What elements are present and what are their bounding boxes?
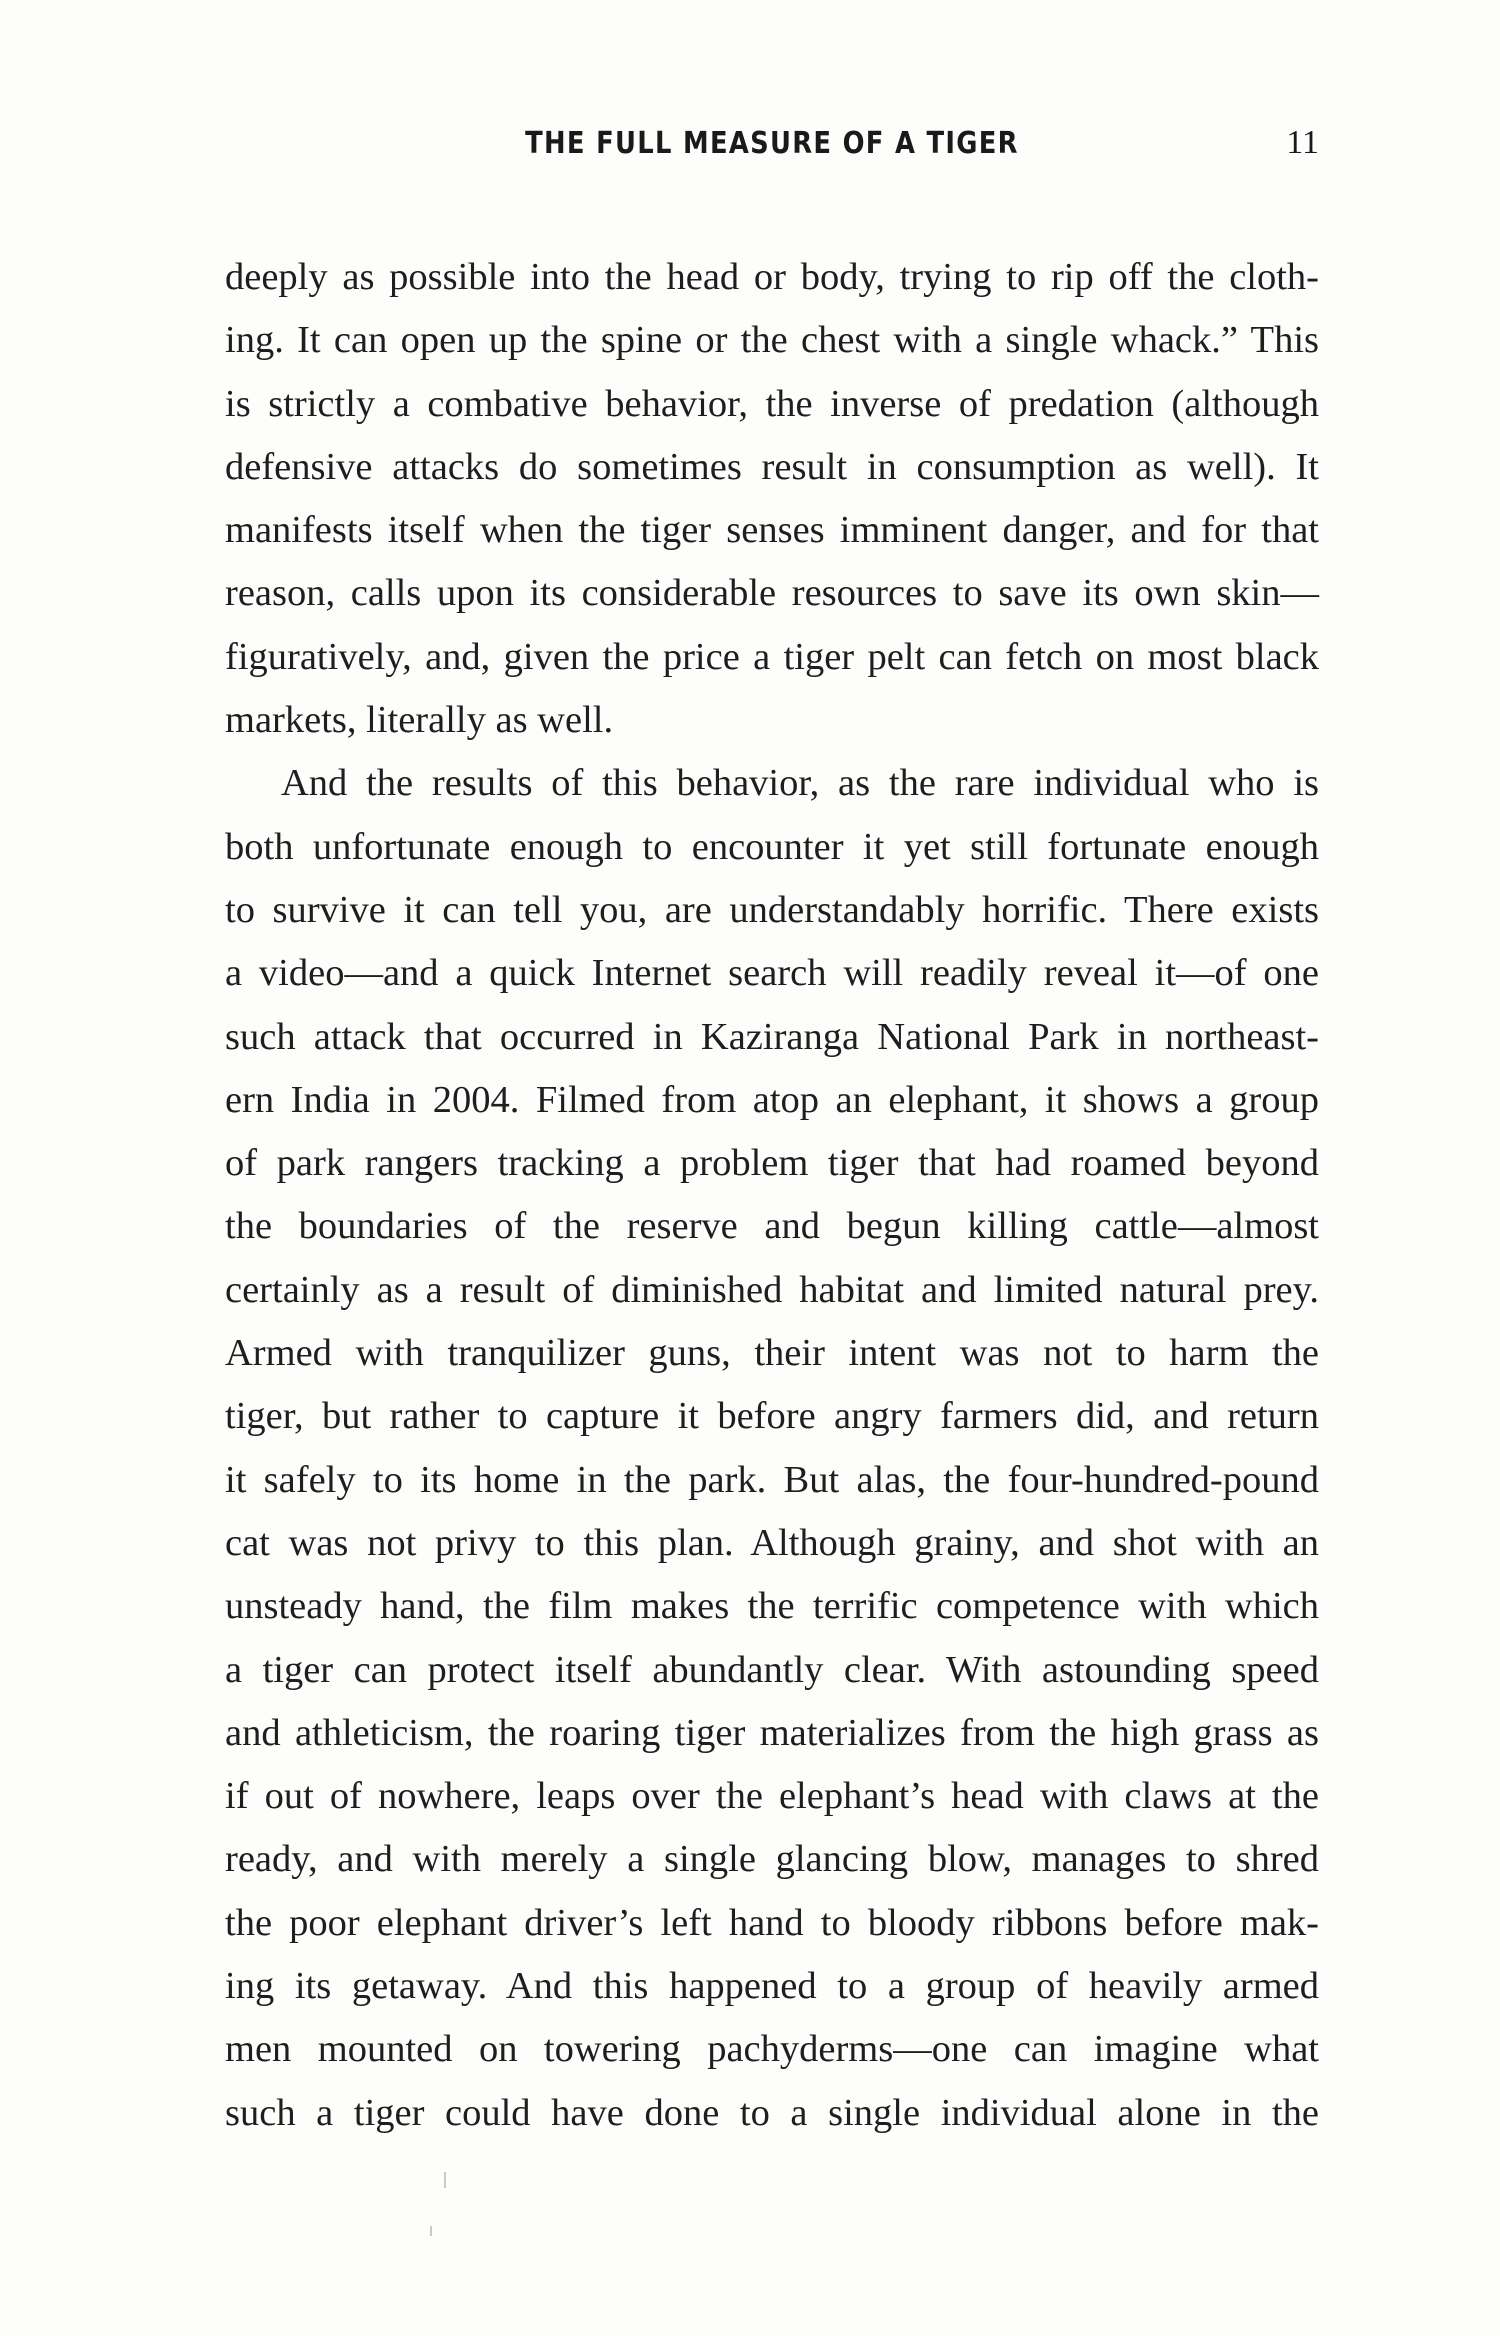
text-line: such a tiger could have done to a single individual alone in the (225, 2091, 1319, 2134)
text-line: it safely to its home in the park. But alas, the four-hundred-pound (225, 1458, 1319, 1501)
text-line: ing its getaway. And this happened to a group of heavily armed (225, 1965, 1319, 2008)
text-line: such attack that occurred in Kaziranga National Park in northeast- (225, 1015, 1319, 1058)
text-line: defensive attacks do sometimes result in consumption as well). It (225, 445, 1319, 488)
text-line: both unfortunate enough to encounter it yet still fortunate enough (225, 825, 1319, 868)
text-line: to survive it can tell you, are understandably horrific. There exists (225, 888, 1319, 931)
text-line: if out of nowhere, leaps over the elephant’s head with claws at the (225, 1775, 1319, 1818)
text-line: figuratively, and, given the price a tiger pelt can fetch on most black (225, 635, 1319, 678)
text-line: and athleticism, the roaring tiger materializes from the high grass as (225, 1711, 1319, 1754)
text-line: the boundaries of the reserve and begun killing cattle—almost (225, 1205, 1319, 1248)
text-line: certainly as a result of diminished habitat and limited natural prey. (225, 1268, 1319, 1311)
scan-speck (430, 2226, 432, 2236)
text-line: ern India in 2004. Filmed from atop an elephant, it shows a group (225, 1078, 1319, 1121)
text-line: markets, literally as well. (225, 699, 614, 742)
text-line: ready, and with merely a single glancing blow, manages to shred (225, 1838, 1319, 1881)
page-number: 11 (1286, 124, 1319, 161)
text-line: And the results of this behavior, as the rare individual who is (281, 762, 1319, 805)
running-head (225, 126, 1319, 176)
text-line: cat was not privy to this plan. Although grainy, and shot with an (225, 1521, 1319, 1564)
text-line: of park rangers tracking a problem tiger that had roamed beyond (225, 1142, 1319, 1185)
text-line: Armed with tranquilizer guns, their intent was not to harm the (225, 1332, 1319, 1375)
text-line: deeply as possible into the head or body, trying to rip off the cloth- (225, 256, 1319, 298)
body-text (225, 246, 1319, 2145)
text-line: reason, calls upon its considerable resources to save its own skin— (225, 572, 1319, 615)
text-line: a video—and a quick Internet search will readily reveal it—of one (225, 952, 1319, 995)
text-line: men mounted on towering pachyderms—one can imagine what (225, 2028, 1319, 2071)
text-line: manifests itself when the tiger senses imminent danger, and for that (225, 509, 1319, 552)
paragraph-1 (225, 246, 1319, 752)
paragraph-2 (225, 752, 1319, 2145)
text-line: a tiger can protect itself abundantly clear. With astounding speed (225, 1648, 1319, 1691)
text-line: ing. It can open up the spine or the chest with a single whack.” This (225, 319, 1319, 362)
text-line: tiger, but rather to capture it before angry farmers did, and return (225, 1395, 1319, 1438)
text-line: the poor elephant driver’s left hand to bloody ribbons before mak- (225, 1901, 1319, 1944)
text-line: is strictly a combative behavior, the inverse of predation (although (225, 382, 1319, 425)
scan-speck (444, 2172, 446, 2188)
running-title: THE FULL MEASURE OF A TIGER (525, 126, 1019, 161)
text-line: unsteady hand, the film makes the terrific competence with which (225, 1585, 1319, 1628)
